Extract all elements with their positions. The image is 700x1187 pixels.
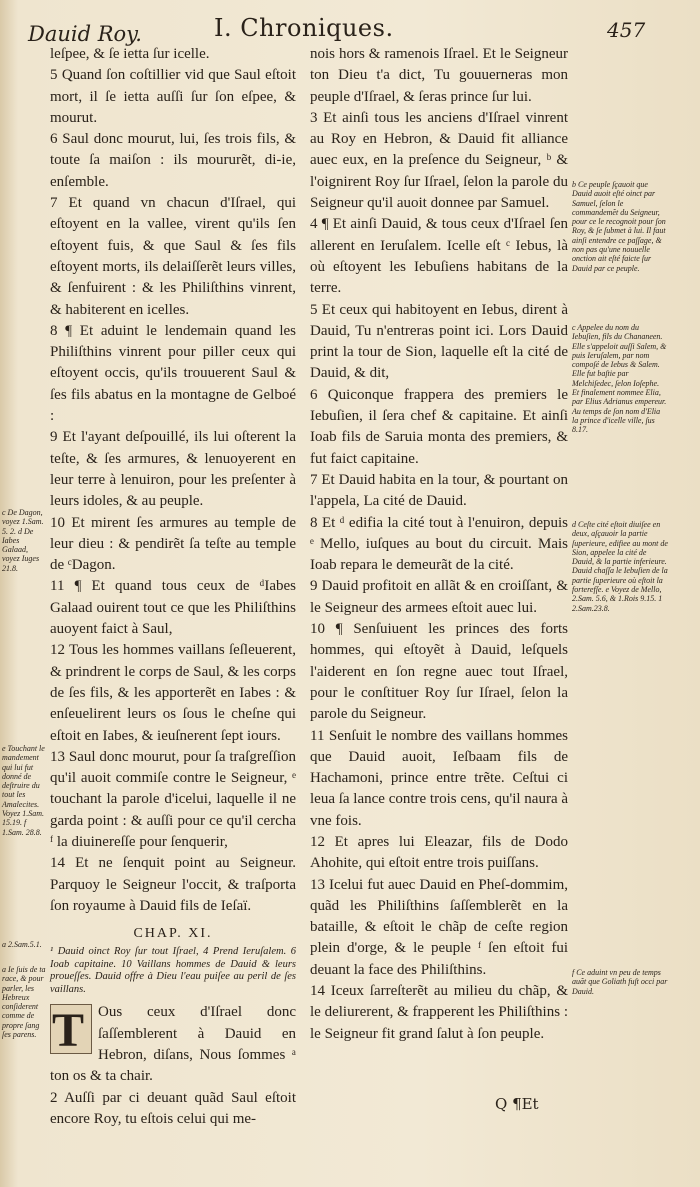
verse: 9 Et l'ayant deſpouillé, ils lui oſterent la teſte, & ſes armures, & lenuoyerent en leur terre à lenuiron, pour les preſenter à leurs idoles, & au peuple. (50, 429, 296, 510)
verse: 7 Et Dauid habita en la tour, & pourtant on l'appela, La cité de Dauid. (310, 471, 568, 510)
verse: 2 Auſſi par ci deuant quãd Saul eſtoit encore Roy, tu eſtois celui qui me- (50, 1089, 296, 1127)
verse: 14 Et ne ſenquit point au Seigneur. Parquoy le Seigneur l'occit, & traſporta ſon royaume à Dauid fils de Ieſaï. (50, 855, 296, 914)
drop-cap: T (50, 1004, 92, 1054)
right-column (310, 44, 568, 1045)
left-column (50, 44, 296, 1130)
running-header (0, 8, 700, 48)
verse: 12 Tous les hommes vaillans ſeſleuerent, & prindrent le corps de Saul, & les corps de ſes fils, & les apporterẽt en Iabes : & enſeuelirent leurs os ſous le cheſne qui eſtoit en Iabes, & ieuſnerent ſept iours. (50, 642, 296, 744)
catchword: Q ¶Et (495, 1095, 539, 1113)
margin-note-left: a 2.Sam.5.1. (2, 940, 42, 949)
page-number: 457 (607, 18, 646, 42)
chapter-verse-1 (50, 1002, 296, 1087)
verse: 13 Icelui fut auec Dauid en Pheſ-dommim, quãd les Philiſthins ſaſſemblerẽt en la bataille, & eſtoit le chãp de ceſte region plein d'orge, & le peuple ᶠ ſen eſtoit fui deuant la face des Philiſthins. (310, 876, 568, 978)
chapter-summary: ¹ Dauid oinct Roy ſur tout Iſrael, 4 Prend Ieruſalem. 6 Ioab capitaine. 10 Vaillans hommes de Dauid & leurs proueſſes. Dauid offre à Dieu l'eau puiſee au peril de ſes vaillans. (50, 946, 296, 995)
verse: 12 Et apres lui Eleazar, fils de Dodo Ahohite, qui eſtoit entre trois puiſſans. (310, 833, 568, 872)
verse: 6 Quiconque frappera des premiers le Iebuſien, il ſera chef & capitaine. Et ainſi Ioab fils de Saruia monta des premiers, & fut faict capitaine. (310, 386, 568, 467)
verse: 8 Et ᵈ edifia la cité tout à l'enuiron, depuis ᵉ Mello, iuſques au bout du circuit. Mais Ioab repara le demeurãt de la cité. (310, 514, 568, 574)
verse: 11 ¶ Et quand tous ceux de ᵈIabes Galaad ouirent tout ce que les Philiſthins auoyent faict à Saul, (50, 578, 296, 638)
header-title: I. Chroniques. (214, 14, 394, 42)
verse: 7 Et quand vn chacun d'Iſrael, qui eſtoyent en la vallee, virent qu'ils ſen eſtoyent fuis, & que Saul & ſes fils eſtoyent morts, ils delaiſſerẽt leurs villes, & ſenfuirent : & les Philiſthins vinrent, & habiterent en icelles. (50, 195, 296, 318)
header-left: Dauid Roy. (28, 22, 142, 46)
margin-note-left: a Ie ſuis de ta race, & pour parler, les Hebreux conſiderent comme de propre ſang ſes parens. (2, 965, 46, 1040)
margin-note-right: f Ce aduint vn peu de temps auãt que Goliath fuſt occi par Dauid. (572, 968, 668, 996)
verse: 11 Senſuit le nombre des vaillans hommes que Dauid auoit, Ieſbaam fils de Hachamoni, prince entre trẽte. Ceſtui ci leua ſa lance contre trois cens, qu'il naura à vne fois. (310, 727, 569, 829)
chapter-heading: CHAP. XI. (133, 926, 213, 942)
verse: 5 Quand ſon coſtillier vid que Saul eſtoit mort, il ſe ietta auſſi ſur ſon eſpee, & mourut. (50, 67, 296, 126)
verse: 14 Iceux ſarreſterẽt au milieu du chãp, & le deliurerent, & frapperent les Philiſthins : le Seigneur fit grand ſalut à ſon peuple. (310, 983, 568, 1042)
verse: 9 Dauid profitoit en allãt & en croiſſant, & le Seigneur des armees eſtoit auec lui. (310, 578, 568, 616)
verse: 3 Et ainſi tous les anciens d'Iſrael vinrent au Roy en Hebron, & Dauid fit alliance auec eux, en la preſence du Seigneur, ᵇ & l'oignirent Roy ſur Iſrael, ſelon la parole du Seigneur qu'il auoit donnee par Samuel. (310, 109, 568, 212)
verse-text: Ous ceux d'Iſrael donc ſaſſemblerent à Dauid en Hebron, diſans, Nous ſommes ᵃ ton os & ta chair. (50, 1004, 296, 1085)
verse: 10 ¶ Senſuiuent les princes des forts hommes, qui eſtoyẽt à Dauid, leſquels l'aiderent en ſon regne auec tout Iſrael, pour le conſtituer Roy ſur Iſrael, ſelon la parole du Seigneur. (310, 621, 568, 723)
verse: leſpee, & ſe ietta ſur icelle. (50, 46, 210, 62)
verse: 10 Et mirent ſes armures au temple de leur dieu : & pendirẽt ſa teſte au temple de ᶜDagon. (50, 514, 296, 574)
margin-note-right: c Appelee du nom du Iebuſien, fils du Chananeen. Elle s'appeloit auſſi Salem, & puis Ieruſalem, par nom compoſé de Iebus & Salem. Elle fut baſtie par Melchiſedec, ſelon Ioſephe. Et finalement nommee Elia, par Elius Adrianus empereur. Au temps de ſon nom d'Elia la prince d'icelle ville, ſus 8.17. (572, 323, 667, 435)
verse: 4 ¶ Et ainſi Dauid, & tous ceux d'Iſrael ſen allerent en Ieruſalem. Icelle eſt ᶜ Iebus, là où eſtoyent les Iebuſiens habitans de la terre. (310, 216, 568, 297)
verse: 6 Saul donc mourut, lui, ſes trois fils, & toute ſa maiſon : ils moururẽt, di-ie, enſemble. (50, 131, 296, 190)
margin-note-left: e Touchant le mandement qui lui fut donné de deſtruire du tout les Amalecites. Voyez 1.Sam. 15.19. f 1.Sam. 28.8. (2, 744, 45, 837)
margin-note-right: d Ceſte cité eſtoit diuiſee en deux, aſçauoir la partie ſuperieure, edifiee au mont de Sion, appelee la cité de Dauid, & la partie inferieure. Dauid chaſſa le Iebuſien de la partie ſuperieure où eſtoit la forterefſe. e Voyez de Mello, 2.Sam. 5.6, & 1.Rois 9.15. 1 2.Sam.23.8. (572, 520, 668, 613)
verse: 5 Et ceux qui habitoyent en Iebus, dirent à Dauid, Tu n'entreras point ici. Lors Dauid print la tour de Sion, laquelle eſt la cité de Dauid, & dit, (310, 301, 568, 382)
margin-note-right: b Ce peuple ſçauoit que Dauid auoit eſté oinct par Samuel, ſelon le commandemẽt du Seigneur, pour ce le recognoit pour ſon Roy, & ſe ſubmet à lui. Il faut ainſi entendre ce paſſage, & non pas qu'une nouuelle onction ait eſté faicte ſur Dauid par ce peuple. (572, 180, 666, 273)
verse: 13 Saul donc mourut, pour ſa traſgreſſion qu'il auoit commiſe contre le Seigneur, ᵉ touchant la parole d'icelui, laquelle il ne garda point : & auſſi pour ce qu'il cercha ᶠ la diuinereſſe pour ſenquerir, (50, 748, 296, 850)
verse: nois hors & ramenois Iſrael. Et le Seigneur ton Dieu t'a dict, Tu gouuerneras mon peuple d'Iſrael, & ſeras prince ſur lui. (310, 46, 568, 105)
margin-note-left: c De Dagon, voyez 1.Sam. 5. 2. d De Iabes Galaad, voyez Iuges 21.8. (2, 508, 44, 573)
verse: 8 ¶ Et aduint le lendemain quand les Philiſthins vinrent pour piller ceux qui eſtoyent occis, qu'ils trouuerent Saul & ſes fils abatus en la montagne de Gelboé : (50, 322, 296, 425)
